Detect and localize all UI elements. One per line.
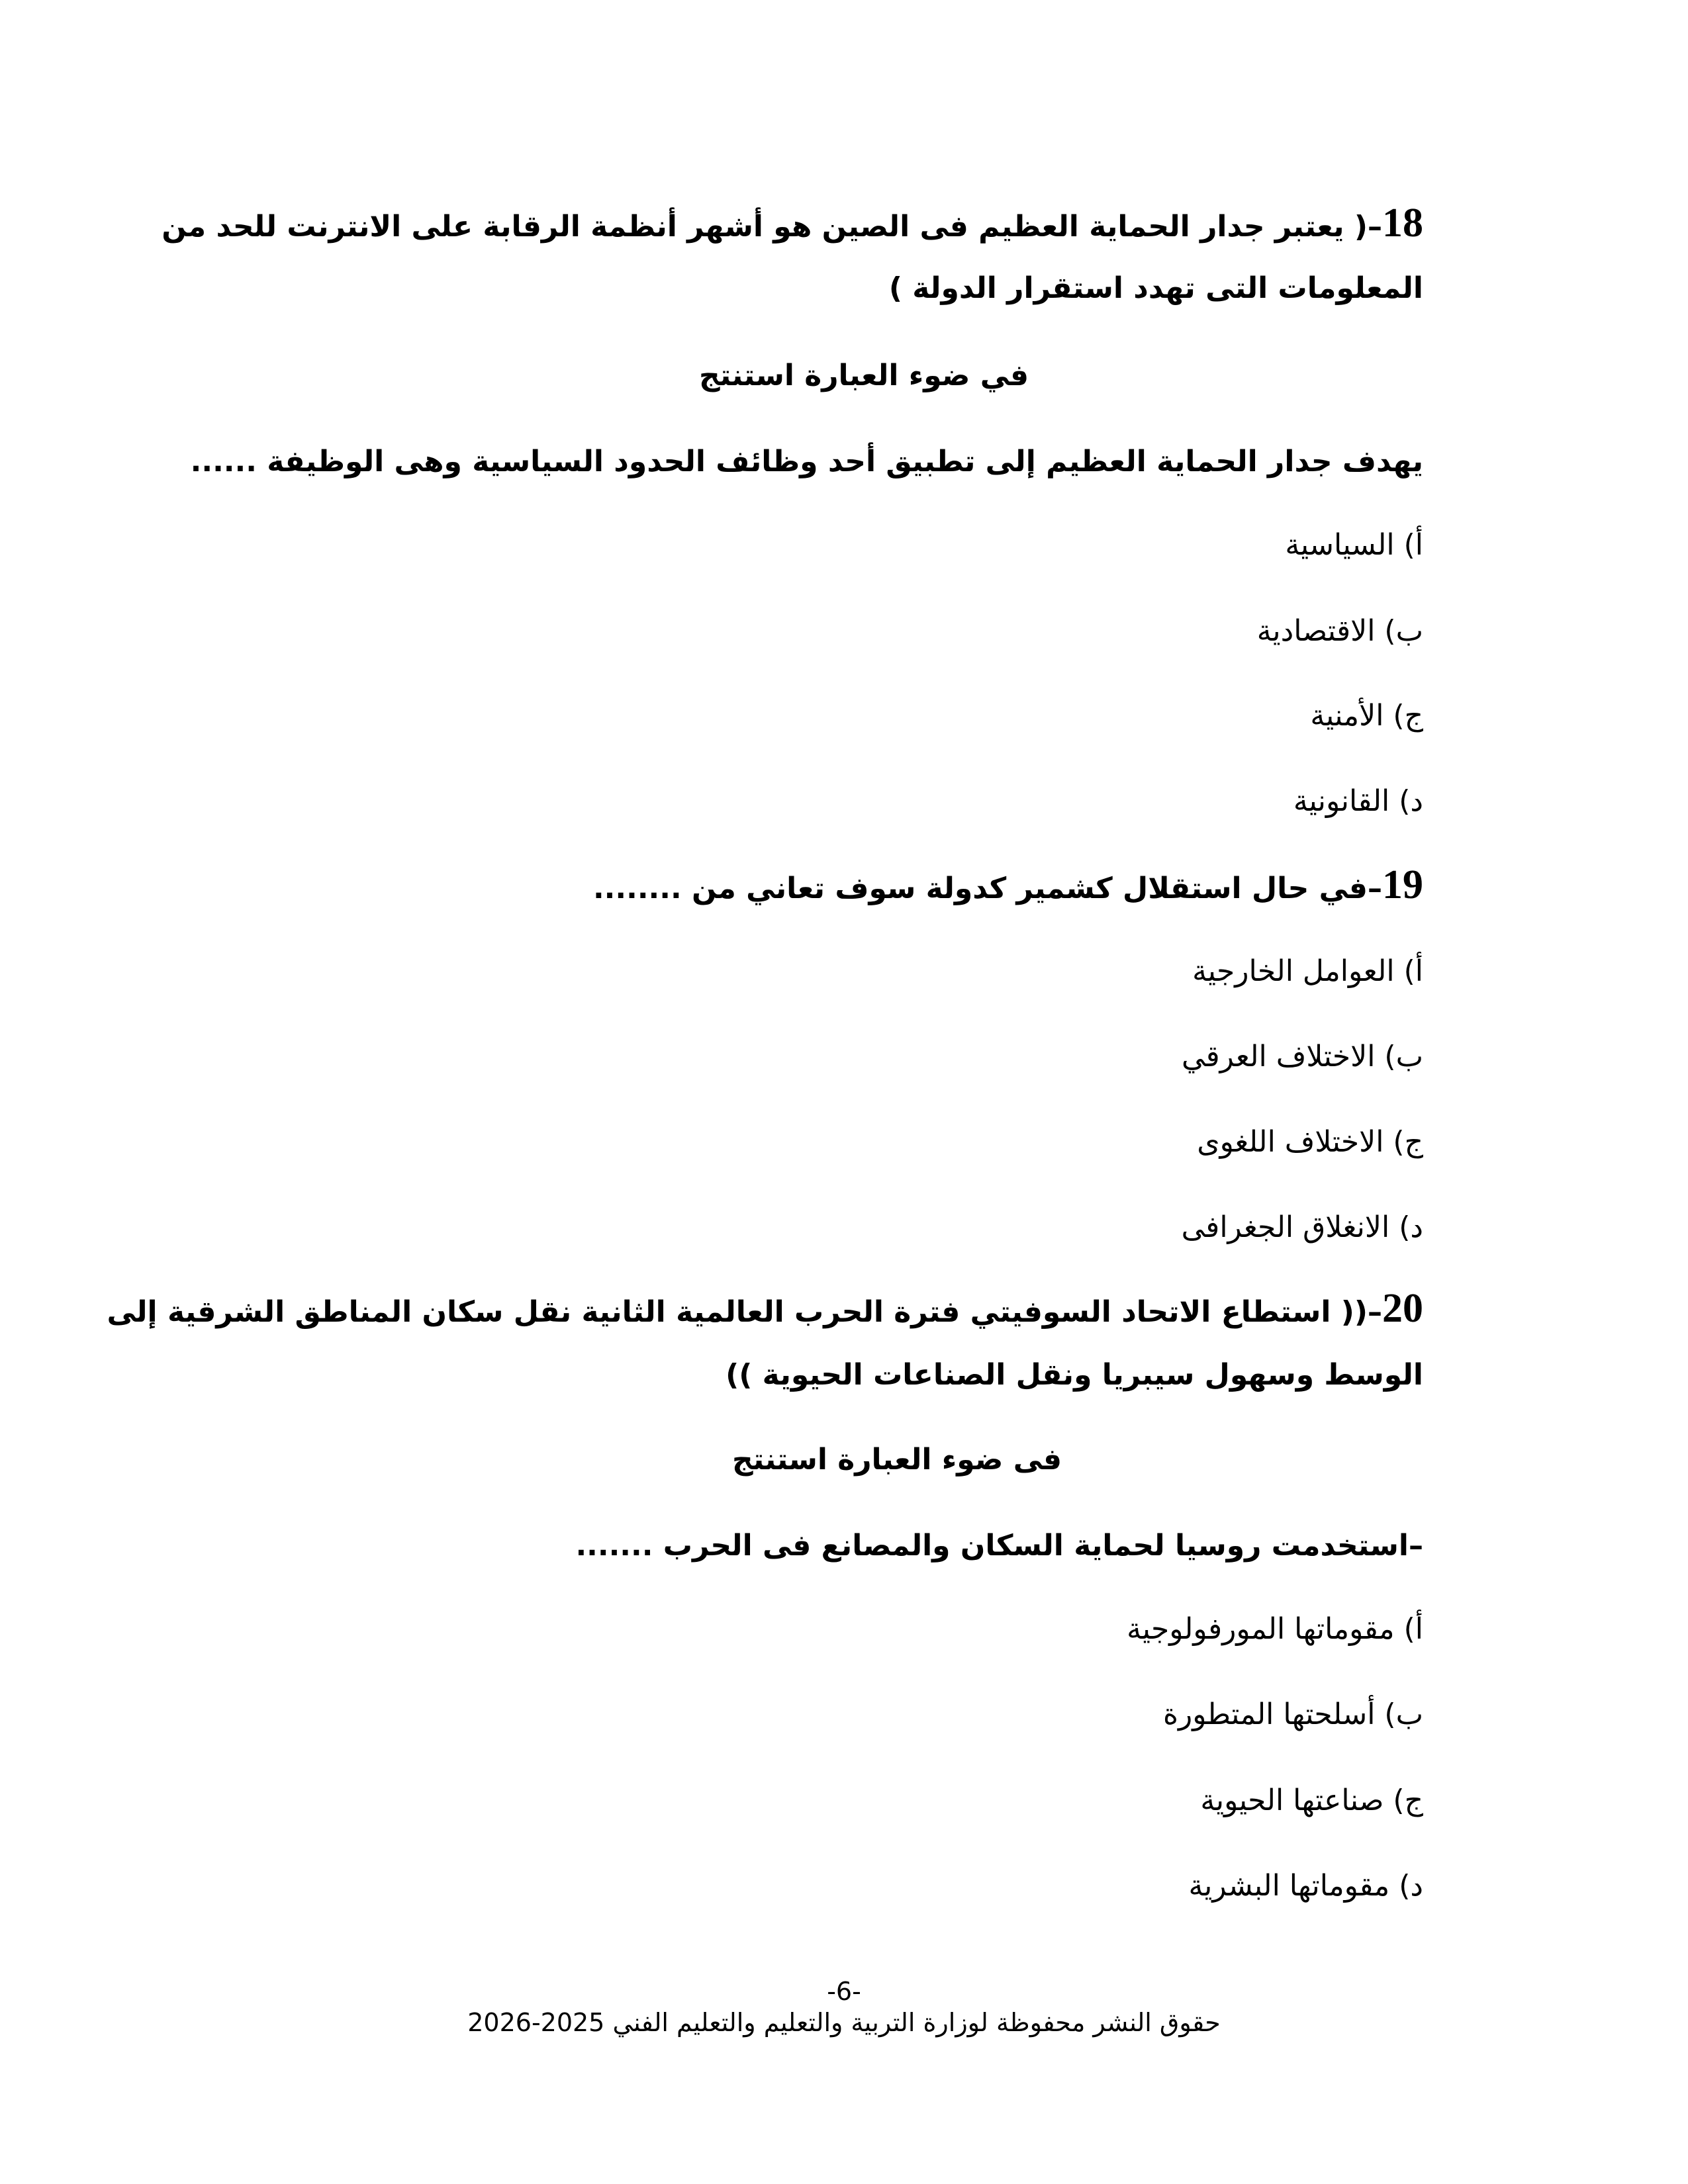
question-18-number: 18 (1382, 201, 1423, 246)
question-18-option-c: ج) الأمنية (1310, 699, 1423, 733)
question-18-prompt: في ضوء العبارة استنتج (698, 359, 1029, 392)
question-20-line-2: الوسط وسهول سيبريا ونقل الصناعات الحيوية )) (726, 1358, 1423, 1392)
question-20-number: 20 (1382, 1286, 1423, 1331)
question-20-option-d: د) مقوماتها البشرية (1188, 1869, 1423, 1903)
question-19-option-c: ج) الاختلاف اللغوى (1197, 1125, 1423, 1159)
question-20-option-c: ج) صناعتها الحيوية (1200, 1784, 1423, 1817)
question-19-option-a: أ) العوامل الخارجية (1192, 954, 1423, 988)
question-18-stem: يهدف جدار الحماية العظيم إلى تطبيق أحد وظائف الحدود السياسية وهى الوظيفة ...... (190, 445, 1423, 478)
copyright-footer: حقوق النشر محفوظة لوزارة التربية والتعليم والتعليم الفني 2025-2026 (467, 2008, 1221, 2037)
question-19-text: –في حال استقلال كشمير كدولة سوف تعاني من ........ (592, 872, 1382, 905)
question-19-option-d: د) الانغلاق الجغرافى (1181, 1210, 1423, 1244)
question-19-number: 19 (1382, 862, 1423, 907)
question-20-option-a: أ) مقوماتها المورفولوجية (1127, 1612, 1423, 1646)
question-18-option-a: أ) السياسية (1285, 528, 1423, 562)
question-20-line-1 (107, 1284, 1423, 1333)
question-19-stem-line (593, 860, 1423, 909)
question-18-option-d: د) القانونية (1293, 784, 1423, 818)
question-18-line-1 (162, 199, 1423, 248)
question-20-stem: –استخدمت روسيا لحماية السكان والمصانع فى الحرب ....... (575, 1529, 1423, 1563)
question-19-option-b: ب) الاختلاف العرقي (1181, 1040, 1423, 1073)
question-20-option-b: ب) أسلحتها المتطورة (1162, 1698, 1423, 1731)
question-20-text-1: –(( استطاع الاتحاد السوفيتي فترة الحرب العالمية الثانية نقل سكان المناطق الشرقية إلى (107, 1295, 1382, 1329)
question-18-option-b: ب) الاقتصادية (1256, 614, 1423, 648)
page-number: -6- (827, 1977, 861, 2006)
question-18-text-1: –( يعتبر جدار الحماية العظيم فى الصين هو أشهر أنظمة الرقابة على الانترنت للحد من (162, 210, 1382, 244)
question-20-prompt: فى ضوء العبارة استنتج (731, 1443, 1062, 1477)
question-18-line-2: المعلومات التى تهدد استقرار الدولة ) (888, 271, 1423, 305)
